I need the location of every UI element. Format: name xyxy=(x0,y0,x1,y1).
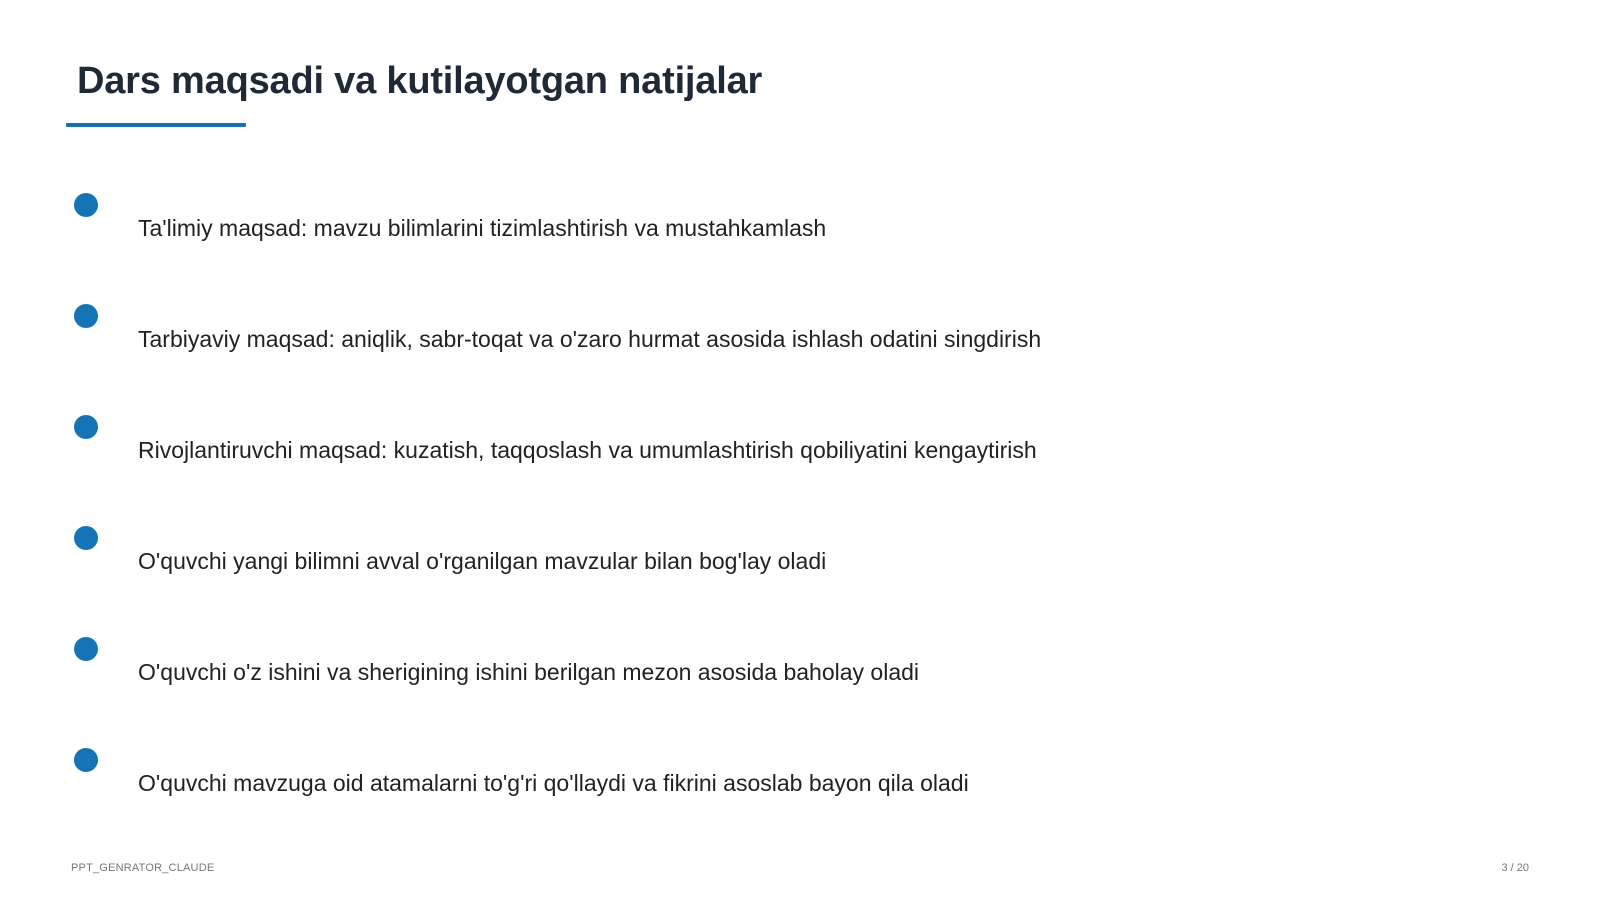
objective-item xyxy=(0,637,1200,697)
objective-item xyxy=(0,526,1200,586)
objective-text: Rivojlantiruvchi maqsad: kuzatish, taqqoslash va umumlashtirish qobiliyatini kengaytirish xyxy=(138,437,1037,463)
objective-text: O'quvchi o'z ishini va sherigining ishini berilgan mezon asosida baholay oladi xyxy=(138,659,920,685)
objective-text: Ta'limiy maqsad: mavzu bilimlarini tizimlashtirish va mustahkamlash xyxy=(138,215,827,241)
objective-item xyxy=(0,304,1200,364)
slide-title: Dars maqsadi va kutilayotgan natijalar xyxy=(77,60,763,102)
objective-text: O'quvchi mavzuga oid atamalarni to'g'ri qo'llaydi va fikrini asoslab bayon qila oladi xyxy=(138,770,969,796)
bullet-dot-icon xyxy=(74,304,98,328)
bullet-dot-icon xyxy=(74,526,98,550)
bullet-dot-icon xyxy=(74,748,98,772)
bullet-dot-icon xyxy=(74,193,98,217)
footer-brand: PPT_GENRATOR_CLAUDE xyxy=(71,862,215,874)
objective-item xyxy=(0,415,1200,475)
objective-text: O'quvchi yangi bilimni avval o'rganilgan mavzular bilan bog'lay oladi xyxy=(138,548,827,574)
page-number: 3 / 20 xyxy=(1501,862,1529,874)
objective-item xyxy=(0,193,1200,253)
bullet-dot-icon xyxy=(74,637,98,661)
bullet-dot-icon xyxy=(74,415,98,439)
objective-text: Tarbiyaviy maqsad: aniqlik, sabr-toqat va o'zaro hurmat asosida ishlash odatini singdirish xyxy=(138,326,1042,352)
title-underline xyxy=(66,123,246,127)
objective-item xyxy=(0,748,1200,808)
